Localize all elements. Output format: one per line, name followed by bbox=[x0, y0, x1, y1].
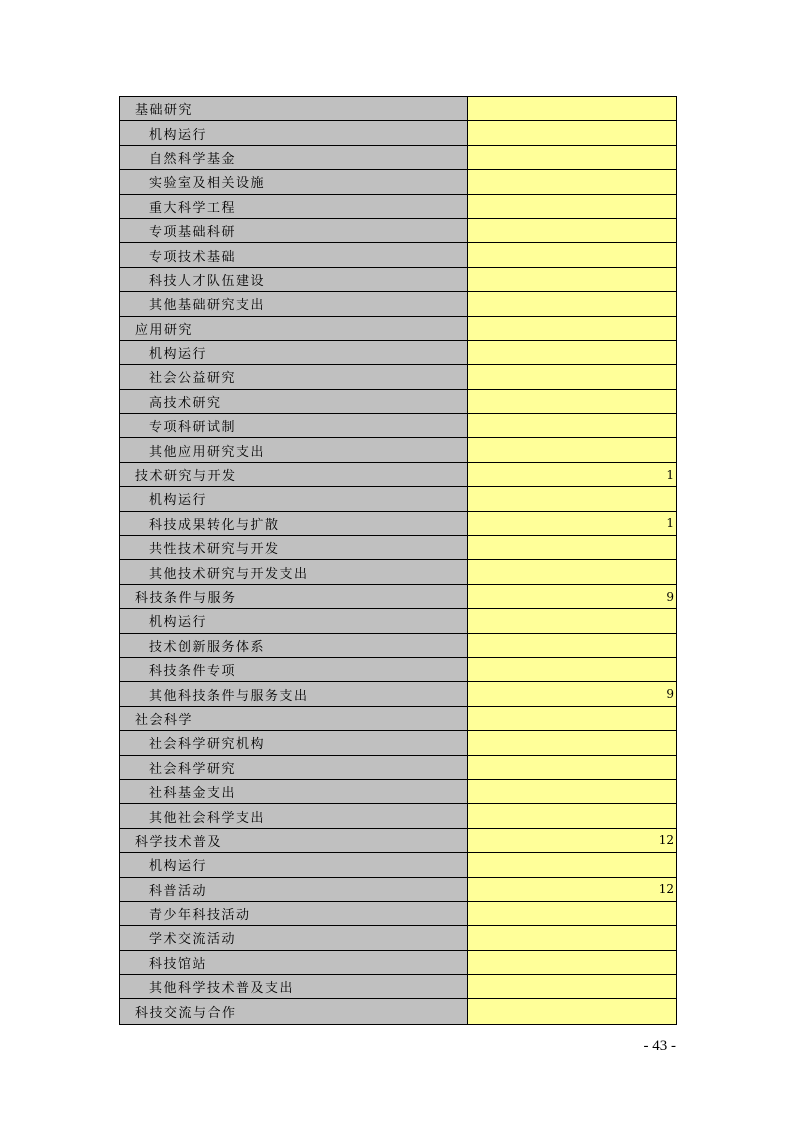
row-label: 其他技术研究与开发支出 bbox=[120, 560, 468, 583]
row-value bbox=[468, 121, 676, 144]
row-label: 自然科学基金 bbox=[120, 146, 468, 169]
table-row bbox=[120, 243, 676, 267]
row-label: 专项技术基础 bbox=[120, 243, 468, 266]
row-value bbox=[468, 560, 676, 583]
page-number: - 43 - bbox=[643, 1038, 676, 1054]
table-row bbox=[120, 756, 676, 780]
row-label: 机构运行 bbox=[120, 121, 468, 144]
row-value bbox=[468, 341, 676, 364]
row-value: 1 bbox=[468, 463, 676, 486]
row-label: 科技馆站 bbox=[120, 951, 468, 974]
row-label: 科技人才队伍建设 bbox=[120, 268, 468, 291]
table-row bbox=[120, 317, 676, 341]
row-value bbox=[468, 609, 676, 632]
table-row bbox=[120, 804, 676, 828]
row-label: 社会科学 bbox=[120, 707, 468, 730]
table-row bbox=[120, 292, 676, 316]
table-row bbox=[120, 170, 676, 194]
row-value bbox=[468, 780, 676, 803]
row-value bbox=[468, 390, 676, 413]
row-value bbox=[468, 731, 676, 754]
row-label: 技术创新服务体系 bbox=[120, 634, 468, 657]
table-row bbox=[120, 585, 676, 609]
table-row bbox=[120, 999, 676, 1023]
row-value bbox=[468, 853, 676, 876]
table-row bbox=[120, 853, 676, 877]
table-row bbox=[120, 121, 676, 145]
row-value bbox=[468, 975, 676, 998]
table-row bbox=[120, 951, 676, 975]
table-row bbox=[120, 463, 676, 487]
row-label: 其他科学技术普及支出 bbox=[120, 975, 468, 998]
row-value bbox=[468, 658, 676, 681]
table-row bbox=[120, 512, 676, 536]
table-row bbox=[120, 536, 676, 560]
row-value bbox=[468, 97, 676, 120]
row-label: 科学技术普及 bbox=[120, 829, 468, 852]
table-row bbox=[120, 414, 676, 438]
table-row bbox=[120, 902, 676, 926]
row-label: 科技条件与服务 bbox=[120, 585, 468, 608]
row-value bbox=[468, 292, 676, 315]
table-row bbox=[120, 390, 676, 414]
table-row bbox=[120, 682, 676, 706]
row-label: 技术研究与开发 bbox=[120, 463, 468, 486]
row-value: 1 bbox=[468, 512, 676, 535]
table-row bbox=[120, 878, 676, 902]
row-value bbox=[468, 999, 676, 1023]
row-label: 青少年科技活动 bbox=[120, 902, 468, 925]
table-row bbox=[120, 268, 676, 292]
row-value bbox=[468, 756, 676, 779]
row-value bbox=[468, 170, 676, 193]
table-row bbox=[120, 975, 676, 999]
row-value bbox=[468, 926, 676, 949]
row-label: 机构运行 bbox=[120, 853, 468, 876]
table-row bbox=[120, 487, 676, 511]
row-label: 机构运行 bbox=[120, 341, 468, 364]
row-label: 科普活动 bbox=[120, 878, 468, 901]
table-row bbox=[120, 829, 676, 853]
row-value: 12 bbox=[468, 878, 676, 901]
row-value bbox=[468, 243, 676, 266]
row-value bbox=[468, 707, 676, 730]
table-row bbox=[120, 438, 676, 462]
row-label: 其他社会科学支出 bbox=[120, 804, 468, 827]
row-label: 高技术研究 bbox=[120, 390, 468, 413]
table-row bbox=[120, 97, 676, 121]
row-value bbox=[468, 219, 676, 242]
row-value: 9 bbox=[468, 682, 676, 705]
row-label: 基础研究 bbox=[120, 97, 468, 120]
table-body bbox=[120, 97, 676, 1024]
row-value bbox=[468, 634, 676, 657]
row-label: 其他科技条件与服务支出 bbox=[120, 682, 468, 705]
table-row bbox=[120, 658, 676, 682]
row-label: 社科基金支出 bbox=[120, 780, 468, 803]
table-row bbox=[120, 926, 676, 950]
row-label: 社会科学研究机构 bbox=[120, 731, 468, 754]
row-label: 实验室及相关设施 bbox=[120, 170, 468, 193]
row-value bbox=[468, 146, 676, 169]
row-value bbox=[468, 414, 676, 437]
row-value bbox=[468, 951, 676, 974]
row-value bbox=[468, 195, 676, 218]
table-row bbox=[120, 219, 676, 243]
table-row bbox=[120, 146, 676, 170]
row-label: 学术交流活动 bbox=[120, 926, 468, 949]
row-value bbox=[468, 487, 676, 510]
row-label: 专项科研试制 bbox=[120, 414, 468, 437]
row-label: 科技成果转化与扩散 bbox=[120, 512, 468, 535]
row-label: 社会科学研究 bbox=[120, 756, 468, 779]
row-label: 科技交流与合作 bbox=[120, 999, 468, 1023]
row-label: 重大科学工程 bbox=[120, 195, 468, 218]
table-row bbox=[120, 609, 676, 633]
row-label: 共性技术研究与开发 bbox=[120, 536, 468, 559]
table-row bbox=[120, 560, 676, 584]
table-row bbox=[120, 341, 676, 365]
row-value bbox=[468, 317, 676, 340]
row-value bbox=[468, 268, 676, 291]
table-row bbox=[120, 365, 676, 389]
row-value bbox=[468, 902, 676, 925]
row-value bbox=[468, 438, 676, 461]
table-row bbox=[120, 731, 676, 755]
row-label: 其他基础研究支出 bbox=[120, 292, 468, 315]
row-value: 9 bbox=[468, 585, 676, 608]
row-value bbox=[468, 536, 676, 559]
row-value: 12 bbox=[468, 829, 676, 852]
row-label: 专项基础科研 bbox=[120, 219, 468, 242]
row-label: 机构运行 bbox=[120, 609, 468, 632]
table-row bbox=[120, 195, 676, 219]
row-label: 机构运行 bbox=[120, 487, 468, 510]
budget-table bbox=[119, 96, 677, 1025]
table-row bbox=[120, 634, 676, 658]
row-label: 应用研究 bbox=[120, 317, 468, 340]
table-row bbox=[120, 780, 676, 804]
row-label: 其他应用研究支出 bbox=[120, 438, 468, 461]
table-row bbox=[120, 707, 676, 731]
row-value bbox=[468, 804, 676, 827]
row-label: 社会公益研究 bbox=[120, 365, 468, 388]
row-label: 科技条件专项 bbox=[120, 658, 468, 681]
row-value bbox=[468, 365, 676, 388]
